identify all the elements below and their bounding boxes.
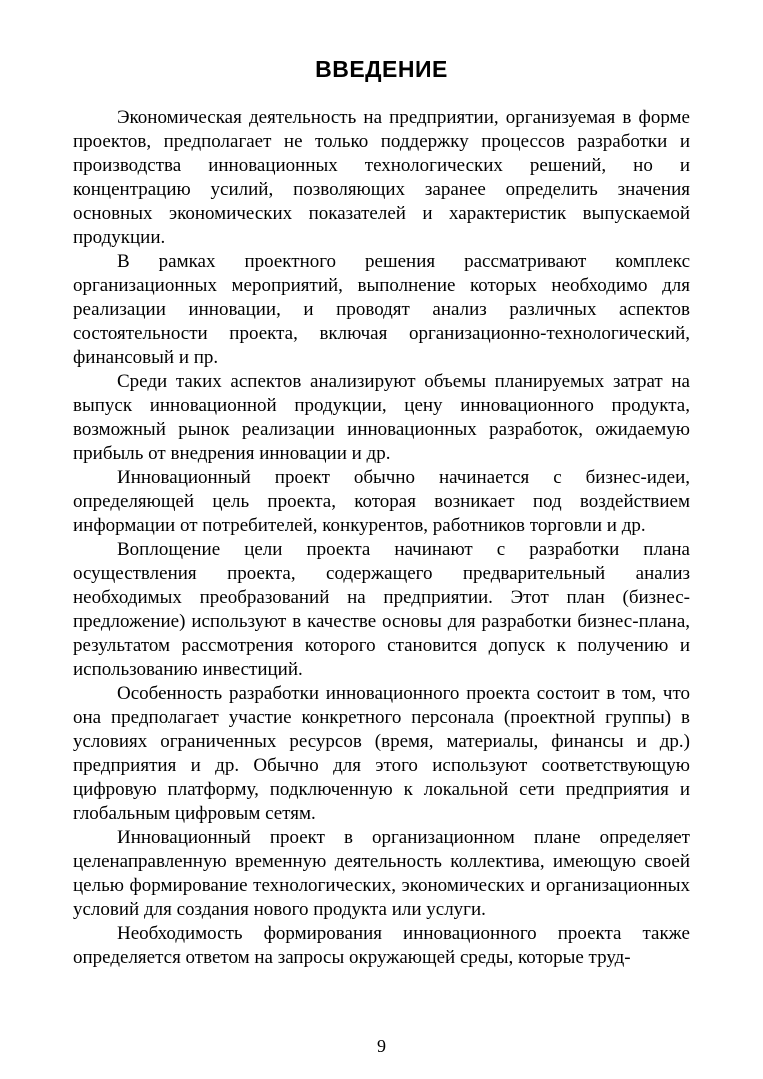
paragraph-1: Экономическая деятельность на предприятии, организуемая в форме проектов, предполагает не только поддержку процессов разработки и производства инновационных технологических решений, но и концентрацию усилий, позволяющих заранее определить значения основных экономических показателей и характеристик выпускаемой продукции. xyxy=(73,107,690,248)
paragraph-8: Необходимость формирования инновационного проекта также определяется ответом на запросы окружающей среды, которые труд- xyxy=(73,923,690,968)
paragraph-7: Инновационный проект в организационном плане определяет целенаправленную временную деятельность коллектива, имеющую своей целью формирование технологических, экономических и организационных условий для создания нового продукта или услуги. xyxy=(73,827,690,920)
paragraph-3: Среди таких аспектов анализируют объемы планируемых затрат на выпуск инновационной продукции, цену инновационного продукта, возможный рынок реализации инновационных разработок, ожидаемую прибыль от внедрения инновации и др. xyxy=(73,371,690,464)
chapter-title: ВВЕДЕНИЕ xyxy=(315,56,448,82)
paragraph-2: В рамках проектного решения рассматривают комплекс организационных мероприятий, выполнение которых необходимо для реализации инновации, и проводят анализ различных аспектов состоятельности проекта, включая организационно-технологический, финансовый и пр. xyxy=(73,251,690,368)
paragraph-5: Воплощение цели проекта начинают с разработки плана осуществления проекта, содержащего предварительный анализ необходимых преобразований на предприятии. Этот план (бизнес-предложение) используют в качестве основы для разработки бизнес-плана, результатом рассмотрения которого становится допуск к получению и использованию инвестиций. xyxy=(73,539,690,680)
page-number: 9 xyxy=(377,1036,386,1056)
paragraph-6: Особенность разработки инновационного проекта состоит в том, что она предполагает участие конкретного персонала (проектной группы) в условиях ограниченных ресурсов (время, материалы, финансы и др.) предприятия и др. Обычно для этого используют соответствующую цифровую платформу, подключенную к локальной сети предприятия и глобальным цифровым сетям. xyxy=(73,683,690,824)
paragraph-4: Инновационный проект обычно начинается с бизнес-идеи, определяющей цель проекта, которая возникает под воздействием информации от потребителей, конкурентов, работников торговли и др. xyxy=(73,467,690,536)
page-body xyxy=(73,52,690,970)
